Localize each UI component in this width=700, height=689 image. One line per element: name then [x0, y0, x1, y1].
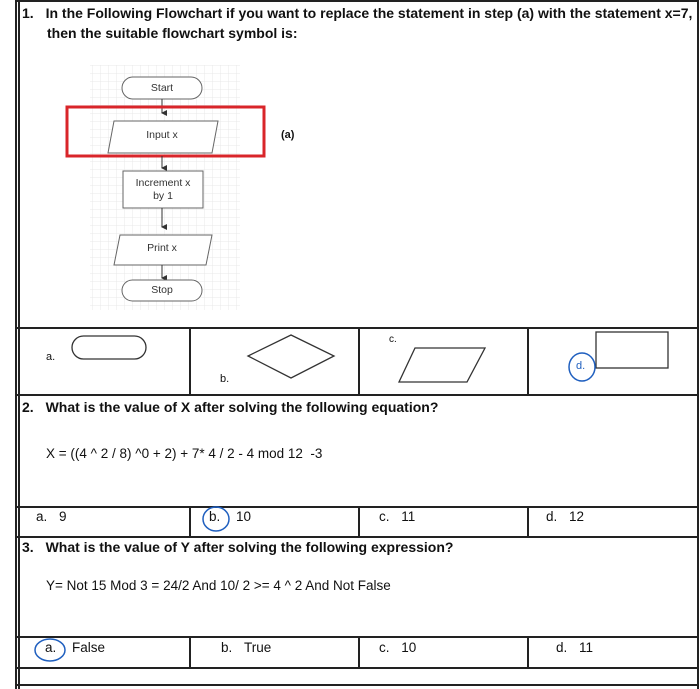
flowchart-print-label: Print x — [147, 242, 177, 254]
decision-diamond-icon — [244, 332, 338, 382]
flowchart-input-label: Input x — [146, 129, 178, 141]
q2-col-divider-1 — [189, 506, 191, 537]
question-3-expression: Y= Not 15 Mod 3 = 24/2 And 10/ 2 >= 4 ^ 2 And Not False — [46, 578, 391, 593]
right-border — [697, 0, 699, 689]
q1-options-bottom-line — [15, 394, 699, 396]
question-3-number: 3. — [22, 539, 34, 555]
q2-option-b-value: 10 — [236, 509, 252, 524]
q1-col-divider-2 — [358, 327, 360, 394]
q2-col-divider-2 — [358, 506, 360, 537]
q3-option-a-value: False — [72, 640, 106, 655]
question-1-text-line1: In the Following Flowchart if you want to replace the statement in step (a) with the statement x=7, — [45, 5, 693, 21]
bottom-border — [15, 684, 699, 686]
process-rectangle-icon — [594, 330, 670, 370]
q2-option-d-value: 12 — [569, 509, 585, 524]
flowchart-increment-label-line2: by 1 — [153, 190, 173, 202]
question-1-number: 1. — [22, 5, 34, 21]
q2-selection-circle-icon — [201, 504, 233, 534]
q2-option-c-letter: c. — [379, 509, 390, 524]
q2-option-c[interactable] — [379, 509, 415, 524]
q2-option-c-value: 11 — [401, 509, 416, 524]
step-a-label: (a) — [281, 129, 295, 141]
q3-option-d[interactable] — [556, 640, 593, 655]
question-2-text: What is the value of X after solving the following equation? — [45, 399, 439, 415]
q1-options-top-line — [15, 327, 699, 329]
q3-option-b-value: True — [244, 640, 272, 655]
q1-col-divider-3 — [527, 327, 529, 394]
q2-option-d[interactable] — [546, 509, 584, 524]
q3-options-top-line — [15, 636, 699, 638]
q3-options-bottom-line — [15, 667, 699, 669]
q3-option-c-letter: c. — [379, 640, 390, 655]
q2-option-a-value: 9 — [59, 509, 67, 524]
q2-options-top-line — [15, 506, 699, 508]
question-2 — [22, 397, 694, 417]
terminal-shape-icon — [70, 334, 150, 362]
q3-option-a-letter: a. — [45, 640, 57, 655]
q3-option-c[interactable] — [379, 640, 416, 655]
q1-option-b[interactable] — [192, 330, 355, 390]
q1-option-a-letter: a. — [46, 351, 56, 363]
question-2-equation: X = ((4 ^ 2 / 8) ^0 + 2) + 7* 4 / 2 - 4 mod 12 -3 — [46, 446, 323, 461]
q1-option-d-letter: d. — [576, 360, 586, 372]
flowchart-stop-label: Stop — [151, 284, 173, 296]
question-1-text-line2: then the suitable flowchart symbol is: — [47, 25, 298, 41]
q2-option-d-letter: d. — [546, 509, 558, 524]
top-border — [15, 0, 699, 2]
left-border — [15, 0, 17, 689]
q2-option-a[interactable] — [36, 509, 67, 524]
question-2-number: 2. — [22, 399, 34, 415]
q1-option-d[interactable] — [530, 330, 695, 390]
q3-option-c-value: 10 — [401, 640, 417, 655]
q3-option-d-letter: d. — [556, 640, 568, 655]
q2-col-divider-3 — [527, 506, 529, 537]
q2-option-a-letter: a. — [36, 509, 48, 524]
q3-option-b-letter: b. — [221, 640, 233, 655]
q1-option-c[interactable] — [361, 330, 524, 390]
flowchart-start-label: Start — [150, 82, 174, 94]
parallelogram-io-icon — [397, 344, 489, 386]
q2-option-b-letter: b. — [209, 509, 221, 524]
q1-option-a[interactable] — [30, 330, 185, 390]
q1-option-c-letter: c. — [389, 334, 397, 345]
left-border-inner — [18, 0, 20, 689]
q3-selection-circle-icon — [33, 636, 67, 664]
q1-option-b-letter: b. — [220, 373, 230, 385]
question-3-text: What is the value of Y after solving the following expression? — [45, 539, 454, 555]
q3-option-b[interactable] — [221, 640, 271, 655]
q3-col-divider-1 — [189, 636, 191, 668]
flowchart-increment-label-line1: Increment x — [135, 177, 191, 189]
question-1 — [22, 3, 694, 43]
question-3 — [22, 537, 694, 557]
q3-col-divider-3 — [527, 636, 529, 668]
q1-col-divider-1 — [189, 327, 191, 394]
q3-option-d-value: 11 — [579, 640, 594, 655]
q3-col-divider-2 — [358, 636, 360, 668]
